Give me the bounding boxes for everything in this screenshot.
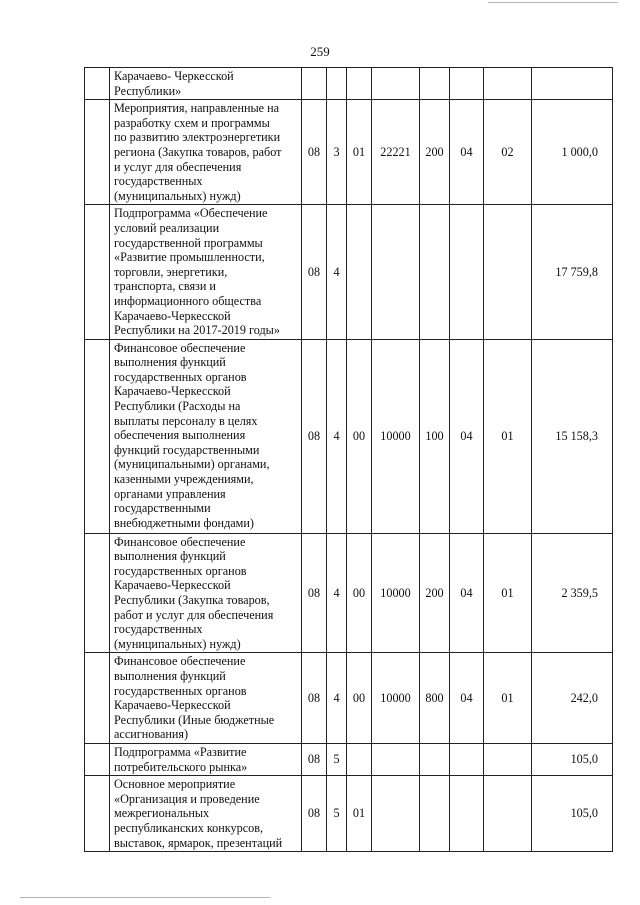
item-name-cell: Финансовое обеспечение выполнения функций государственных органов Карачаево-Черкесской Республики (Закупка товаров, работ и услуг для обеспечения государственных (муниципальных) нужд) (110, 533, 302, 653)
section-code-cell (450, 205, 484, 339)
scan-artifact-top (488, 2, 618, 3)
section-code-cell (450, 744, 484, 776)
expense-type-cell (420, 744, 450, 776)
direction-code-cell: 10000 (372, 339, 420, 533)
subsection-code-cell: 02 (484, 100, 532, 205)
table-row (85, 100, 613, 205)
ministry-code-cell (302, 68, 327, 100)
ministry-code-cell: 08 (302, 100, 327, 205)
section-code-cell: 04 (450, 653, 484, 744)
subsection-code-cell (484, 68, 532, 100)
expense-type-cell: 100 (420, 339, 450, 533)
program-code-cell: 4 (327, 533, 347, 653)
table-row (85, 533, 613, 653)
program-code-cell: 4 (327, 339, 347, 533)
item-name-cell: Финансовое обеспечение выполнения функций государственных органов Карачаево-Черкесской Республики (Иные бюджетные ассигнования) (110, 653, 302, 744)
section-code-cell (450, 68, 484, 100)
subprogram-code-cell (347, 68, 372, 100)
row-number-cell (85, 744, 110, 776)
row-number-cell (85, 205, 110, 339)
row-number-cell (85, 339, 110, 533)
section-code-cell: 04 (450, 533, 484, 653)
row-number-cell (85, 533, 110, 653)
amount-cell: 242,0 (532, 653, 613, 744)
direction-code-cell: 10000 (372, 653, 420, 744)
subsection-code-cell: 01 (484, 339, 532, 533)
scan-artifact-bottom (20, 897, 270, 898)
amount-cell: 17 759,8 (532, 205, 613, 339)
section-code-cell: 04 (450, 339, 484, 533)
page-number: 259 (310, 44, 330, 59)
amount-cell (532, 68, 613, 100)
expense-type-cell (420, 205, 450, 339)
table-row (85, 339, 613, 533)
amount-cell: 2 359,5 (532, 533, 613, 653)
program-code-cell: 4 (327, 205, 347, 339)
table-row (85, 205, 613, 339)
subprogram-code-cell (347, 744, 372, 776)
row-number-cell (85, 776, 110, 852)
subprogram-code-cell (347, 205, 372, 339)
item-name-cell: Финансовое обеспечение выполнения функций государственных органов Карачаево-Черкесской Республики (Расходы на выплаты персоналу в целях обеспечения выполнения функций государственными (муниципальными) органами, казенными учреждениями, органами управления государственными внебюджетными фондами) (110, 339, 302, 533)
subprogram-code-cell: 01 (347, 100, 372, 205)
ministry-code-cell: 08 (302, 776, 327, 852)
table-row (85, 776, 613, 852)
ministry-code-cell: 08 (302, 533, 327, 653)
ministry-code-cell: 08 (302, 339, 327, 533)
subprogram-code-cell: 00 (347, 339, 372, 533)
program-code-cell: 4 (327, 653, 347, 744)
section-code-cell (450, 776, 484, 852)
subsection-code-cell (484, 744, 532, 776)
row-number-cell (85, 100, 110, 205)
subsection-code-cell (484, 776, 532, 852)
expense-type-cell (420, 776, 450, 852)
row-number-cell (85, 68, 110, 100)
ministry-code-cell: 08 (302, 744, 327, 776)
table-row (85, 68, 613, 100)
row-number-cell (85, 653, 110, 744)
ministry-code-cell: 08 (302, 653, 327, 744)
subsection-code-cell: 01 (484, 653, 532, 744)
amount-cell: 1 000,0 (532, 100, 613, 205)
direction-code-cell (372, 205, 420, 339)
expense-type-cell: 200 (420, 100, 450, 205)
subprogram-code-cell: 00 (347, 533, 372, 653)
expense-type-cell (420, 68, 450, 100)
program-code-cell: 5 (327, 744, 347, 776)
program-code-cell (327, 68, 347, 100)
table-row (85, 653, 613, 744)
direction-code-cell: 22221 (372, 100, 420, 205)
direction-code-cell: 10000 (372, 533, 420, 653)
ministry-code-cell: 08 (302, 205, 327, 339)
amount-cell: 15 158,3 (532, 339, 613, 533)
item-name-cell: Основное мероприятие «Организация и проведение межрегиональных республиканских конкурсов, выставок, ярмарок, презентаций (110, 776, 302, 852)
program-code-cell: 3 (327, 100, 347, 205)
direction-code-cell (372, 68, 420, 100)
item-name-cell: Мероприятия, направленные на разработку схем и программы по развитию электроэнергетики региона (Закупка товаров, работ и услуг для обеспечения государственных (муниципальных) нужд) (110, 100, 302, 205)
item-name-cell: Подпрограмма «Обеспечение условий реализации государственной программы «Развитие промышленности, торговли, энергетики, транспорта, связи и информационного общества Карачаево-Черкесской Республики на 2017-2019 годы» (110, 205, 302, 339)
subprogram-code-cell: 00 (347, 653, 372, 744)
direction-code-cell (372, 744, 420, 776)
item-name-cell: Подпрограмма «Развитие потребительского рынка» (110, 744, 302, 776)
subsection-code-cell: 01 (484, 533, 532, 653)
direction-code-cell (372, 776, 420, 852)
budget-table (84, 67, 613, 852)
item-name-cell: Карачаево- Черкесской Республики» (110, 68, 302, 100)
amount-cell: 105,0 (532, 744, 613, 776)
expense-type-cell: 200 (420, 533, 450, 653)
program-code-cell: 5 (327, 776, 347, 852)
amount-cell: 105,0 (532, 776, 613, 852)
subsection-code-cell (484, 205, 532, 339)
expense-type-cell: 800 (420, 653, 450, 744)
table-row (85, 744, 613, 776)
subprogram-code-cell: 01 (347, 776, 372, 852)
section-code-cell: 04 (450, 100, 484, 205)
